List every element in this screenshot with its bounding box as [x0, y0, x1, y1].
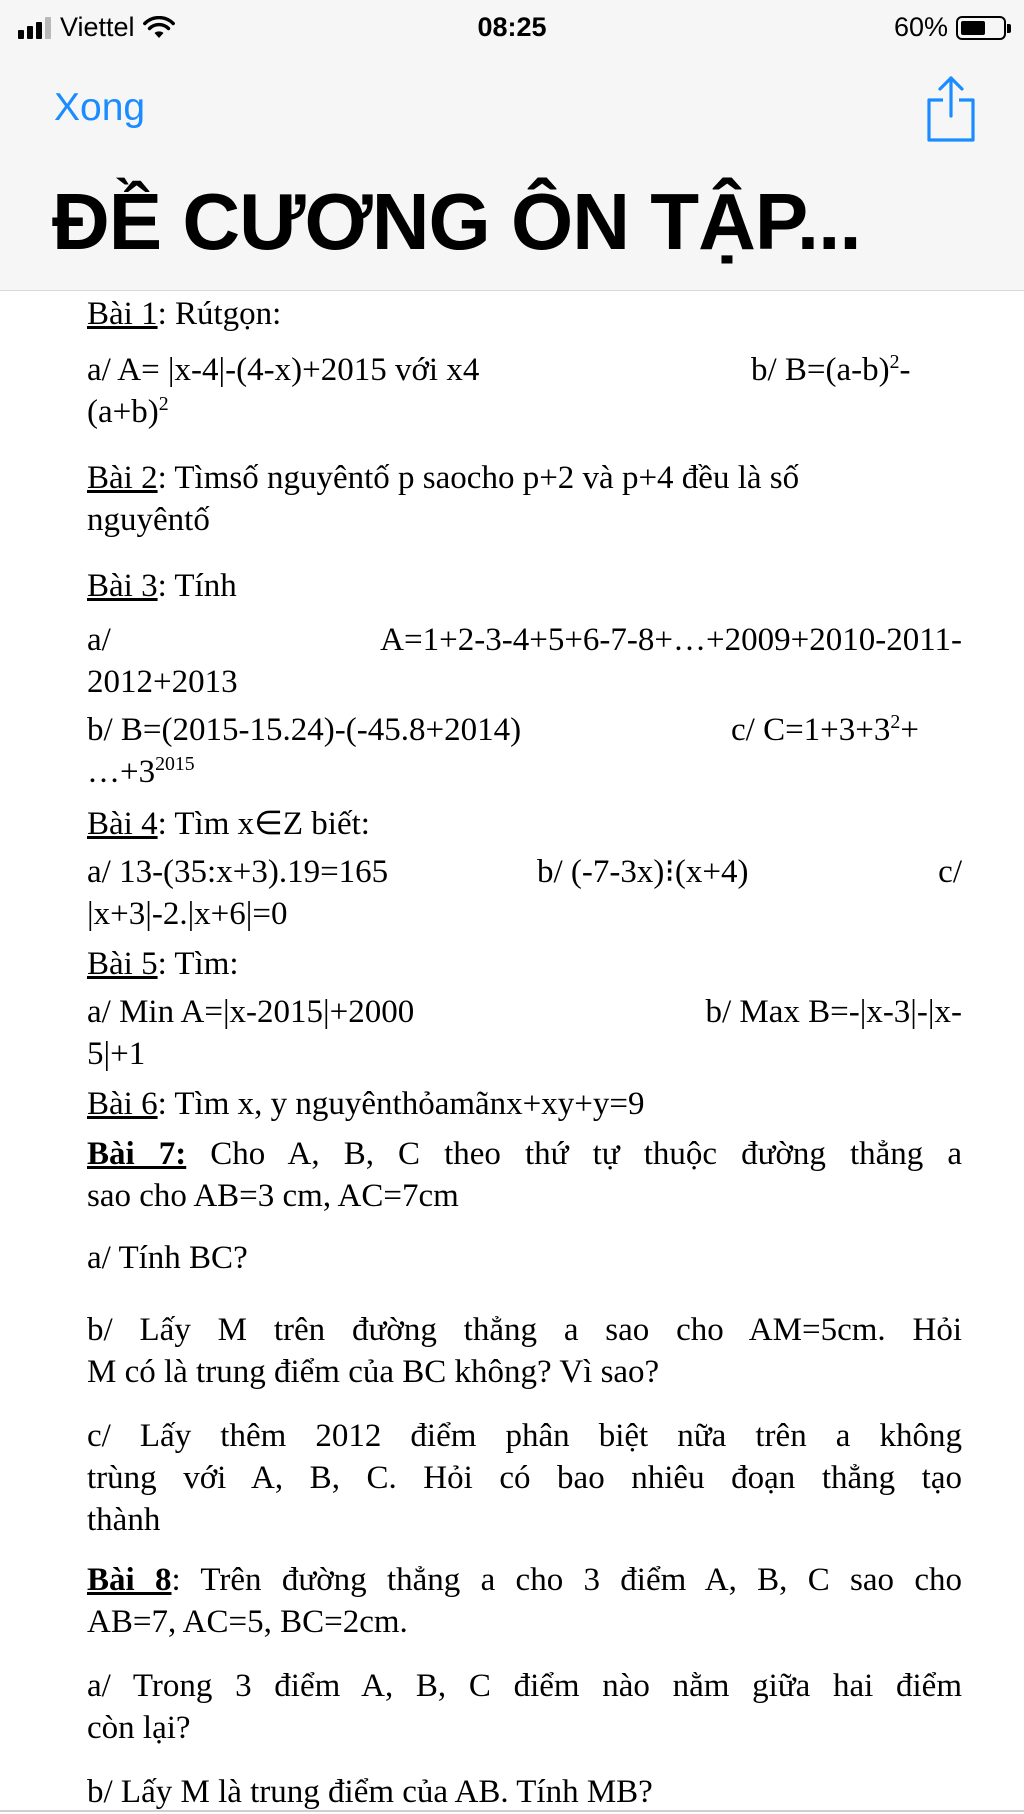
exercise-3a-label: a/ [87, 622, 111, 658]
exercise-8-line2: AB=7, AC=5, BC=2cm. [87, 1604, 408, 1640]
exercise-label: Bài 1 [87, 296, 158, 332]
superscript: 2 [890, 711, 901, 733]
exercise-3b [87, 708, 962, 752]
exercise-text: : Tìm: [157, 946, 239, 982]
done-button[interactable]: Xong [54, 86, 146, 129]
exercise-4-heading [87, 802, 962, 846]
share-icon[interactable] [925, 72, 977, 144]
exercise-3b-c-text: c/ C=1+3+3 [731, 712, 891, 748]
battery-icon [956, 16, 1006, 40]
exercise-text: : Tìm x, y nguyênthỏamãnx+xy+y=9 [157, 1086, 645, 1122]
exercise-5-heading [87, 942, 962, 986]
superscript: 2 [158, 393, 169, 415]
exercise-text: : Trên đường thẳng a cho 3 điểm A, B, C sao cho [171, 1562, 962, 1598]
exercise-4a-b: b/ (-7-3x)⁝(x+4) [537, 854, 749, 890]
superscript: 2 [889, 351, 900, 373]
exercise-label: Bài 3 [87, 568, 158, 604]
superscript: 2015 [155, 753, 195, 775]
exercise-7c-line3: thành [87, 1502, 161, 1538]
exercise-5a-b: b/ Max B=-|x-3|-|x- [705, 994, 962, 1030]
exercise-5a [87, 990, 962, 1034]
exercise-4a-line2: |x+3|-2.|x+6|=0 [87, 896, 288, 932]
exercise-8a: a/ Trong 3 điểm A, B, C điểm nào nằm giữa hai điểm [87, 1668, 962, 1704]
exercise-text: Cho A, B, C theo thứ tự thuộc đường thẳng a [186, 1136, 962, 1172]
exercise-text: : Tìm x∈Z biết: [157, 806, 370, 842]
exercise-3a-expression: A=1+2-3-4+5+6-7-8+…+2009+2010-2011- [380, 622, 962, 658]
exercise-2-heading [87, 456, 962, 500]
page-title: ĐỀ CƯƠNG ÔN TẬP... [52, 177, 861, 266]
status-right [894, 12, 1006, 43]
exercise-4a [87, 850, 962, 894]
exercise-7b: b/ Lấy M trên đường thẳng a sao cho AM=5cm. Hỏi [87, 1312, 962, 1348]
exercise-8-heading [87, 1558, 962, 1602]
exercise-3b-line2-text: …+3 [87, 754, 156, 790]
exercise-1a [87, 348, 962, 392]
exercise-label: Bài 6 [87, 1086, 158, 1122]
exercise-7-heading [87, 1132, 962, 1176]
exercise-3a-line2: 2012+2013 [87, 664, 238, 700]
exercise-8a-line2: còn lại? [87, 1710, 191, 1746]
exercise-3b-c-tail: + [900, 712, 919, 748]
battery-percent: 60% [893, 12, 948, 42]
exercise-8b: b/ Lấy M là trung điểm của AB. Tính MB? [87, 1774, 653, 1810]
exercise-7-line2: sao cho AB=3 cm, AC=7cm [87, 1178, 459, 1214]
exercise-6-heading [87, 1082, 962, 1126]
battery-level [961, 21, 985, 35]
exercise-label: Bài 4 [87, 806, 158, 842]
exercise-7c: c/ Lấy thêm 2012 điểm phân biệt nữa trên a không [87, 1418, 962, 1454]
exercise-5a-a: a/ Min A=|x-2015|+2000 [87, 994, 415, 1030]
exercise-text: : Rútgọn: [157, 296, 282, 332]
exercise-3b-c [731, 708, 919, 752]
exercise-2-line2: nguyêntố [87, 502, 210, 538]
exercise-1a-line2 [87, 390, 962, 434]
nav-bar [0, 58, 1024, 291]
exercise-5a-line2: 5|+1 [87, 1036, 146, 1072]
exercise-1-heading [87, 292, 962, 336]
exercise-4a-a: a/ 13-(35:x+3).19=165 [87, 854, 389, 890]
exercise-1a-a: a/ A= |x-4|-(4-x)+2015 với x4 [87, 352, 480, 388]
carrier-name: Viettel [60, 12, 135, 42]
exercise-label: Bài 8 [87, 1562, 172, 1598]
exercise-7b-line2: M có là trung điểm của BC không? Vì sao? [87, 1354, 660, 1390]
exercise-3b-line2 [87, 750, 962, 794]
exercise-3a [87, 618, 962, 662]
bottom-divider [0, 1810, 1024, 1812]
exercise-1a-line2-text: (a+b) [87, 394, 159, 430]
exercise-text: : Tìmsố nguyêntố p saocho p+2 và p+4 đều là số [157, 460, 800, 496]
exercise-1a-b-tail: - [899, 352, 911, 388]
exercise-label: Bài 7: [87, 1136, 187, 1172]
exercise-text: : Tính [157, 568, 237, 604]
exercise-label: Bài 5 [87, 946, 158, 982]
exercise-7a: a/ Tính BC? [87, 1240, 248, 1276]
status-bar [0, 0, 1024, 58]
exercise-1a-b [751, 348, 911, 392]
exercise-4a-c: c/ [938, 854, 962, 890]
exercise-1a-b-text: b/ B=(a-b) [751, 352, 890, 388]
exercise-3-heading [87, 564, 962, 608]
exercise-3b-b: b/ B=(2015-15.24)-(-45.8+2014) [87, 712, 522, 748]
exercise-7c-line2: trùng với A, B, C. Hỏi có bao nhiêu đoạn thẳng tạo [87, 1460, 962, 1496]
exercise-label: Bài 2 [87, 460, 158, 496]
status-time: 08:25 [477, 12, 547, 42]
